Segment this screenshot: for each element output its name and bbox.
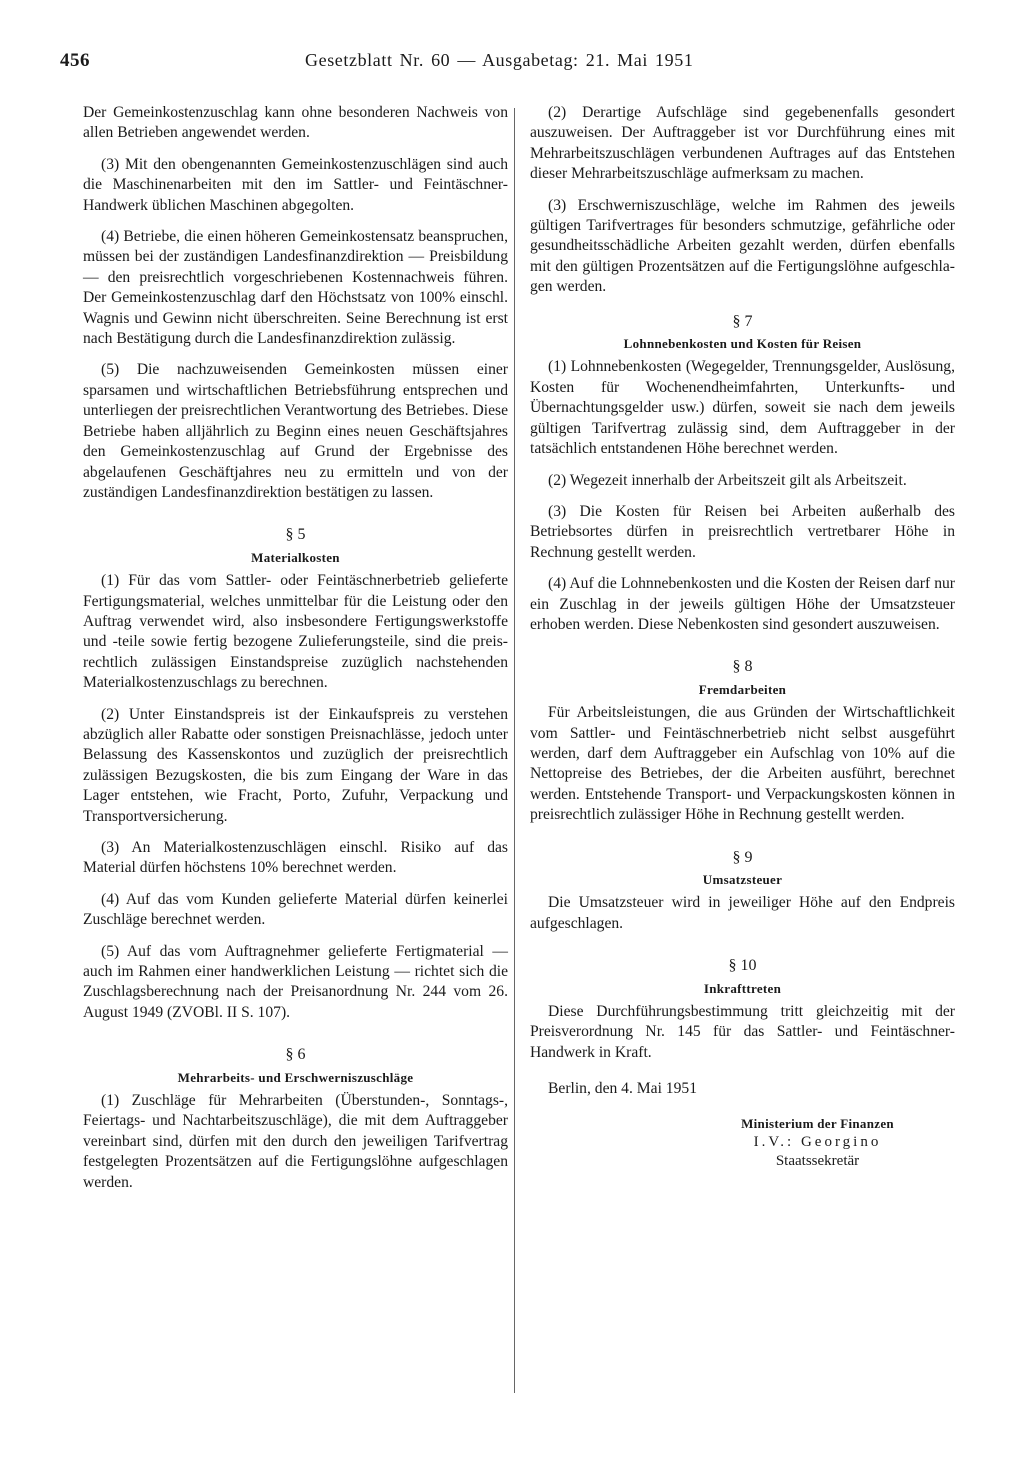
running-head: Gesetzblatt Nr. 60 — Ausgabetag: 21. Mai 1951 (305, 50, 694, 70)
section-title: Materialkosten (251, 549, 340, 565)
paragraph: (2) Wegezeit innerhalb der Arbeitszeit gilt als Arbeitszeit. (548, 471, 907, 489)
paragraph: (4) Auf das vom Kunden gelieferte Material dürfen keinerlei Zuschläge berechnet werden. (83, 890, 508, 929)
paragraph: (3) Erschwerniszuschläge, welche im Rahmen des jeweils gültigen Tarifvertrages für besonders schmutzige, gefährliche oder gesundheitsschädliche Arbeiten gezahlt werden, dürfen ebenfalls mit den gültigen Prozentsätzen auf die Fertigungslöhne aufgeschlagen werden. (530, 196, 955, 296)
paragraph: (3) Mit den obengenannten Gemeinkostenzuschlägen sind auch die Maschinenarbeiten mit den im Sattler- und Feintäschner-Handwerk üblichen Maschinen abgegolten. (83, 155, 508, 214)
paragraph: (4) Auf die Lohnnebenkosten und die Kosten der Reisen darf nur ein Zuschlag in der jeweils gültigen Höhe der Umsatzsteuer erhoben werden. Diese Nebenkosten sind gesondert auszuweisen. (530, 575, 955, 633)
paragraph: Für Arbeitsleistungen, die aus Gründen der Wirtschaftlichkeit vom Sattler- und Feintäschnerbetrieb nicht selbst ausgeführt werden, darf dem Auftraggeber ein Aufschlag von 10% auf die Nettopreise des Betriebes, der die Arbeiten ausführt, berechnet werden. Entstehende Transport- und Verpackungskosten können in preisrechtlich zulässiger Höhe in Rechnung gestellt werden. (530, 704, 955, 824)
signature-name: I.V.: Georgino (753, 1133, 882, 1150)
left-column (83, 103, 508, 1204)
column-divider (514, 108, 515, 1393)
paragraph: Die Umsatzsteuer wird in jeweiliger Höhe auf den Endpreis aufgeschlagen. (530, 894, 955, 932)
place-date: Berlin, den 4. Mai 1951 (548, 1080, 697, 1098)
paragraph: (4) Betriebe, die einen höheren Gemeinkostensatz beanspruchen, müssen bei der zuständigen Landesfinanzdirektion — Preisbildung — den preisrechtlich vorgeschriebenen Kostennachweis führen. Der Gemeinkostenzuschlag darf den Höchstsatz von 100% einschl. Wagnis und Gewinn nicht überschreiten. Seine Berechnung ist erst nach Bestätigung durch die Landesfinanzdirektion zulässig. (83, 228, 508, 348)
paragraph: (5) Die nachzuweisenden Gemeinkosten müssen einer sparsamen und wirtschaftlichen Betriebsführung entsprechen und unterliegen der preisrechtlichen Verantwortung des Betriebes. Diese Betriebe haben alljährlich zu Beginn eines neuen Geschäftsjahres den Gemeinkostenzuschlag auf Grund der Ergebnisse des abgelaufenen Geschäftjahres neu zu ermitteln und von der zuständigen Landesfinanzdirektion bestätigen zu lassen. (83, 361, 508, 501)
section-number: § 5 (285, 526, 306, 544)
paragraph: (1) Für das vom Sattler- oder Feintäschnerbetrieb gelieferte Fertigungsmaterial, welches unmittelbar für die Leistung oder den Auftrag verwendet wird, also insbesondere Fertigungswerkstoffe und -teile sowie fertig bezogene Zulieferungsteile, sind die preisrechtlich zulässigen Einstandspreise zuzüglich nachstehenden Materialkostenzuschlags zu berechnen. (83, 572, 508, 692)
section-title: Fremdarbeiten (698, 681, 787, 697)
paragraph: (1) Zuschläge für Mehrarbeiten (Überstunden-, Sonntags-, Feiertags- und Nachtarbeitszuschläge), die mit dem Auftraggeber vereinbart sind, dürfen mit den durch den jeweiligen Tarifvertrag festgelegten Prozentsätzen auf die Fertigungslöhne aufgeschlagen werden. (83, 1092, 508, 1191)
paragraph: (3) An Materialkostenzuschlägen einschl. Risiko auf das Material dürfen höchstens 10% berechnet werden. (83, 839, 508, 877)
section-number: § 6 (285, 1046, 306, 1064)
paragraph: (1) Lohnnebenkosten (Wegegelder, Trennungsgelder, Auslösung, Kosten für Wochenendheimfahrten, Unterkunfts- und Übernachtungsgelder usw.) dürfen, soweit sie nach dem jeweils gültigen Tarifvertrag zulässig sind, dem Auftraggeber in der tatsächlich entstandenen Höhe berechnet werden. (530, 358, 955, 458)
section-title: Inkrafttreten (703, 980, 782, 996)
section-title: Umsatzsteuer (702, 872, 783, 887)
signature-title: Staatssekretär (775, 1152, 860, 1169)
page-number: 456 (60, 50, 90, 71)
page-header (60, 50, 960, 80)
paragraph: (3) Die Kosten für Reisen bei Arbeiten außerhalb des Betriebsortes dürfen in preisrechtlich vertretbarer Höhe in Rechnung gestellt werden. (530, 502, 955, 561)
signature-block (530, 1114, 955, 1171)
right-column (530, 103, 955, 1171)
section-title: Mehrarbeits- und Erschwerniszuschläge (177, 1069, 414, 1085)
section-number: § 10 (728, 957, 757, 975)
paragraph: (2) Unter Einstandspreis ist der Einkaufspreis zu verstehen abzüglich aller Rabatte oder sonstigen Preisnachlässe, jedoch unter Belassung des Kassenskontos und zuzüglich der preisrechtlich zulässigen Bezugskosten, die bis zum Eingang der Ware in das Lager entstehen, wie Fracht, Porto, Zufuhr, Verpackung und Transportversicherung. (83, 705, 508, 825)
signature-ministry: Ministerium der Finanzen (741, 1115, 894, 1131)
paragraph: Der Gemeinkostenzuschlag kann ohne besonderen Nachweis von allen Betrieben angewendet werden. (83, 104, 508, 142)
section-title: Lohnnebenkosten und Kosten für Reisen (623, 336, 862, 352)
section-number: § 8 (732, 658, 753, 676)
paragraph: Diese Durchführungsbestimmung tritt gleichzeitig mit der Preisverordnung Nr. 145 für das Sattler- und Feintäschner-Handwerk in Kraft. (530, 1003, 955, 1061)
paragraph: (5) Auf das vom Auftragnehmer gelieferte Fertigmaterial — auch im Rahmen einer handwerklichen Leistung — richtet sich die Zuschlagsberechnung nach der Preisanordnung Nr. 244 vom 26. August 1949 (ZVOBl. II S. 107). (83, 942, 508, 1021)
section-number: § 7 (732, 312, 753, 330)
section-number: § 9 (732, 848, 753, 866)
paragraph: (2) Derartige Aufschläge sind gegebenenfalls gesondert auszuweisen. Der Auftraggeber ist vor Durchführung eines mit Mehrarbeitszuschlägen verbundenen Auftrages auf das Entstehen dieser Mehrarbeitszuschläge aufmerksam zu machen. (530, 104, 955, 183)
